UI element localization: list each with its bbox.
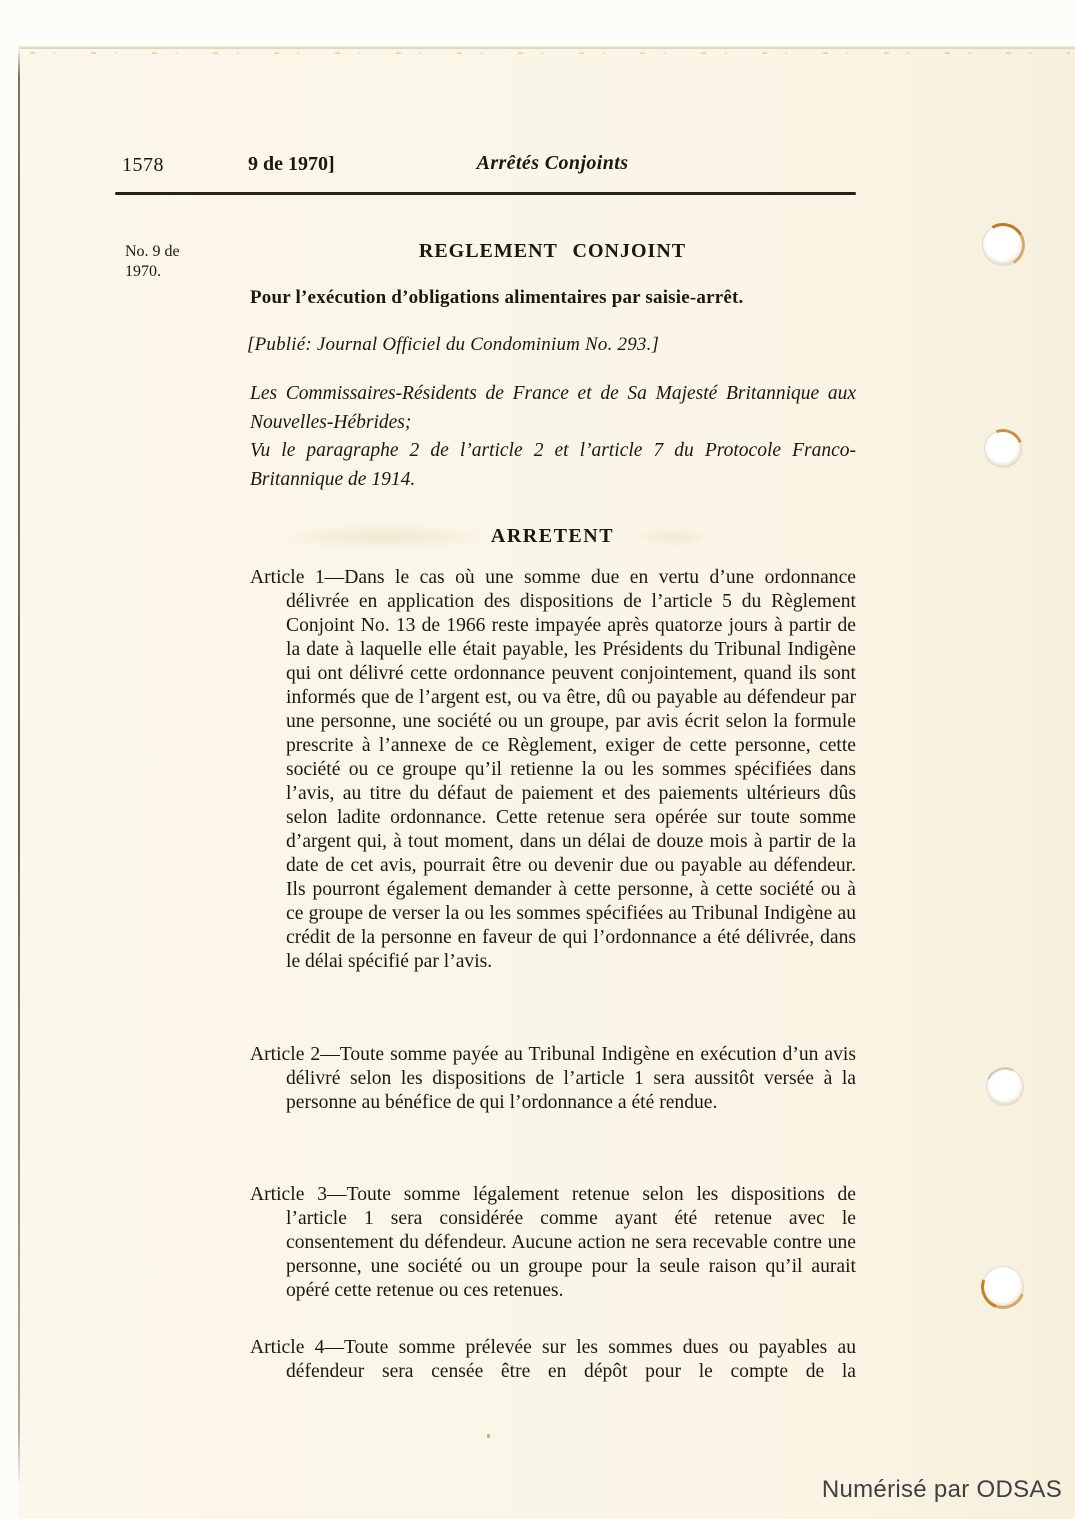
publication-note: [Publié: Journal Officiel du Condominium No. 293.] [247,334,660,355]
journal-section-title: Arrêtés Conjoints [476,152,629,174]
paper-top-edge-rust [30,52,1070,54]
paper-speck [487,1434,490,1438]
article-paragraph: Article 1—Dans le cas où une somme due en vertu d’une ordonnance délivrée en application des dispositions de l’article 5 du Règlement Conjoint No. 13 de 1966 reste impayée après quatorze jours à partir de la date à laquelle elle était payable, les Présidents du Tribunal Indigène qui ont délivré cette ordonnance peuvent conjointement, quand ils sont informés que de l’argent est, ou va être, dû ou payable au défendeur par une personne, une société ou un groupe, par avis écrit selon la formule prescrite à l’annexe de ce Règlement, exiger de cette personne, cette société ou ce groupe qu’il retienne la ou les sommes spécifiées dans l’avis, au titre du défaut de paiement et des paiements ultérieurs dûs selon ladite ordonnance. Cette retenue sera opérée sur toute somme d’argent qui, à tout moment, dans un délai de douze mois à partir de la date de cet avis, pourrait être ou devenir due ou payable au défendeur. Ils pourront également demander à cette personne, à cette société ou à ce groupe de verser la ou les sommes spécifiées au Tribunal Indigène au crédit de la personne en faveur de qui l’ordonnance a été délivrée, dans le délai spécifié par l’avis. [250,567,856,972]
preamble-paragraph: Les Commissaires-Résidents de France et de Sa Majesté Britannique aux Nouvelles-Hébrides; [250,383,856,433]
punch-hole [983,225,1023,265]
document-subject: Pour l’exécution d’obligations alimentaires par saisie-arrêt. [250,287,744,308]
issue-reference: 9 de 1970] [248,153,335,175]
scan-watermark: Numérisé par ODSAS [821,1476,1062,1503]
article-paragraph: Article 2—Toute somme payée au Tribunal Indigène en exécution d’un avis délivré selon les dispositions de l’article 1 sera aussitôt versée à la personne au bénéfice de qui l’ordonnance a été rendue. [250,1044,856,1113]
punch-hole [983,1267,1023,1307]
article-paragraph: Article 3—Toute somme légalement retenue selon les dispositions de l’article 1 sera considérée comme ayant été retenue avec le consentement du défendeur. Aucune action ne sera recevable contre une personne, une société ou un groupe pour la seule raison qu’il aurait opéré cette retenue ou ces retenues. [250,1184,856,1301]
page-number: 1578 [122,154,164,176]
paper-left-edge [18,48,20,1488]
paper-top-edge [19,46,1075,49]
document-title: REGLEMENT CONJOINT [418,240,687,262]
punch-hole [985,431,1021,467]
article-paragraph: Article 4—Toute somme prélevée sur les sommes dues ou payables au défendeur sera censée être en dépôt pour le compte de la [250,1337,856,1382]
preamble-paragraph: Vu le paragraphe 2 de l’article 2 et l’article 7 du Protocole Franco-Britannique de 1914. [250,440,856,490]
header-rule [115,192,856,195]
margin-note: No. 9 de 1970. [125,243,180,280]
punch-hole [987,1069,1023,1105]
enacting-heading: ARRETENT [490,525,615,547]
